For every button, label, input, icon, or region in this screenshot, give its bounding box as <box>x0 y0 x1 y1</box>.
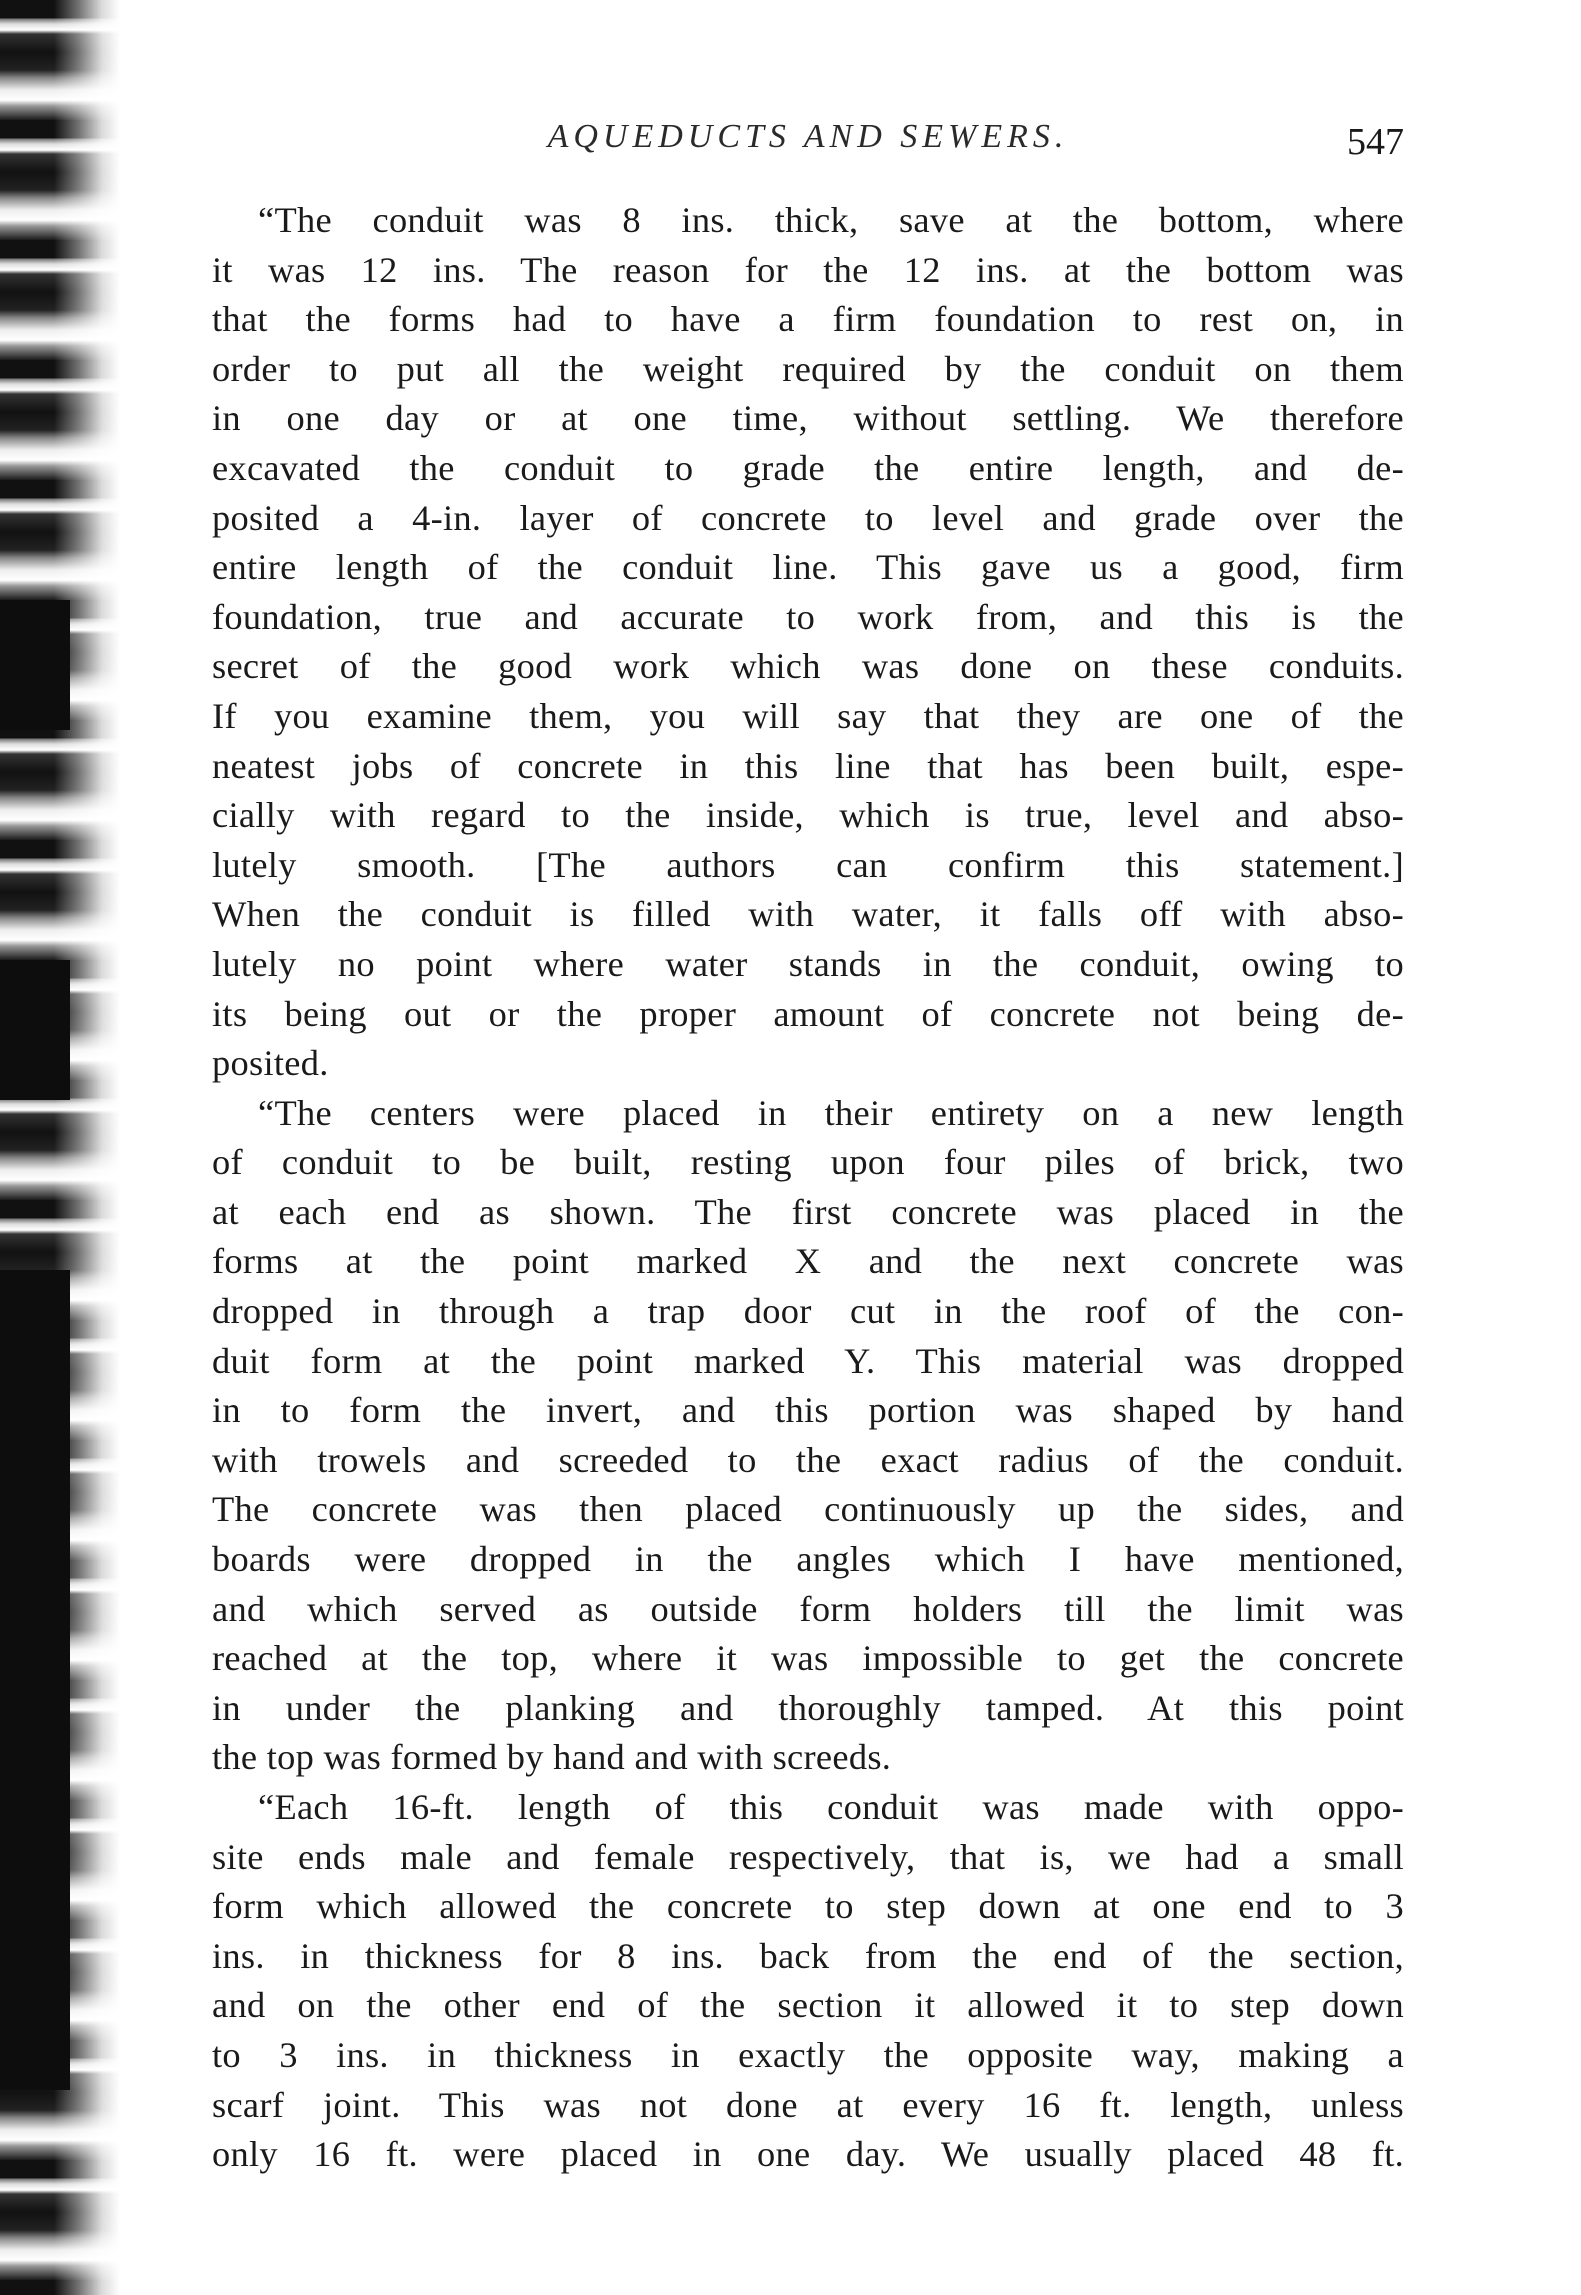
text-line: lutely smooth. [The authors can confirm this statement.] <box>212 844 1404 885</box>
text-line: cially with regard to the inside, which is true, level and abso- <box>212 795 1404 836</box>
body-text <box>212 196 1404 2180</box>
text-line: at each end as shown. The first concrete was placed in the <box>212 1191 1404 1232</box>
text-line: scarf joint. This was not done at every 16 ft. length, unless <box>212 2084 1404 2125</box>
text-line: “The centers were placed in their entirety on a new length <box>258 1092 1404 1133</box>
text-line: dropped in through a trap door cut in the roof of the con- <box>212 1291 1404 1332</box>
text-line: secret of the good work which was done on these conduits. <box>212 646 1404 687</box>
text-line: forms at the point marked X and the next concrete was <box>212 1241 1404 1282</box>
text-line: entire length of the conduit line. This gave us a good, firm <box>212 547 1404 588</box>
text-line: “The conduit was 8 ins. thick, save at the bottom, where <box>258 200 1404 240</box>
text-line: form which allowed the concrete to step down at one end to 3 <box>212 1886 1404 1927</box>
page-number: 547 <box>1347 121 1404 163</box>
text-line: it was 12 ins. The reason for the 12 ins. at the bottom was <box>212 249 1404 290</box>
text-line: duit form at the point marked Y. This material was dropped <box>212 1340 1404 1381</box>
binding-dark-band <box>0 1270 70 2090</box>
binding-dark-band <box>0 960 70 1100</box>
text-line: to 3 ins. in thickness in exactly the opposite way, making a <box>212 2034 1404 2075</box>
text-line: of conduit to be built, resting upon four piles of brick, two <box>212 1142 1404 1183</box>
text-line: in one day or at one time, without settling. We therefore <box>212 398 1404 439</box>
text-line: boards were dropped in the angles which I have mentioned, <box>212 1539 1404 1580</box>
text-line: excavated the conduit to grade the entire length, and de- <box>212 447 1404 488</box>
text-line: only 16 ft. were placed in one day. We usually placed 48 ft. <box>212 2134 1404 2175</box>
text-line: “Each 16-ft. length of this conduit was made with oppo- <box>258 1787 1404 1827</box>
text-line: foundation, true and accurate to work from, and this is the <box>212 596 1404 637</box>
text-line: in to form the invert, and this portion was shaped by hand <box>212 1390 1404 1431</box>
text-line: The concrete was then placed continuously up the sides, and <box>212 1489 1404 1530</box>
text-line: ins. in thickness for 8 ins. back from the end of the section, <box>212 1935 1404 1976</box>
text-line: neatest jobs of concrete in this line that has been built, espe- <box>212 745 1404 786</box>
text-line: and on the other end of the section it allowed it to step down <box>212 1985 1404 2026</box>
text-line: its being out or the proper amount of concrete not being de- <box>212 993 1404 1034</box>
page-header <box>212 112 1404 162</box>
text-line: that the forms had to have a firm foundation to rest on, in <box>212 299 1404 340</box>
binding-dark-band <box>0 600 70 730</box>
running-head: AQUEDUCTS AND SEWERS. <box>547 118 1069 155</box>
text-line: order to put all the weight required by the conduit on them <box>212 348 1404 389</box>
text-line: lutely no point where water stands in the conduit, owing to <box>212 943 1404 984</box>
text-line: with trowels and screeded to the exact radius of the conduit. <box>212 1439 1404 1480</box>
text-line: reached at the top, where it was impossible to get the concrete <box>212 1638 1404 1679</box>
text-line: the top was formed by hand and with screeds. <box>212 1737 892 1778</box>
text-line: in under the planking and thoroughly tamped. At this point <box>212 1687 1404 1728</box>
text-line: site ends male and female respectively, that is, we had a small <box>212 1836 1404 1877</box>
text-line: posited. <box>212 1043 329 1084</box>
text-line: posited a 4-in. layer of concrete to level and grade over the <box>212 497 1404 538</box>
text-line: When the conduit is filled with water, it falls off with abso- <box>212 894 1404 935</box>
text-line: and which served as outside form holders till the limit was <box>212 1588 1404 1629</box>
text-line: If you examine them, you will say that they are one of the <box>212 695 1404 736</box>
